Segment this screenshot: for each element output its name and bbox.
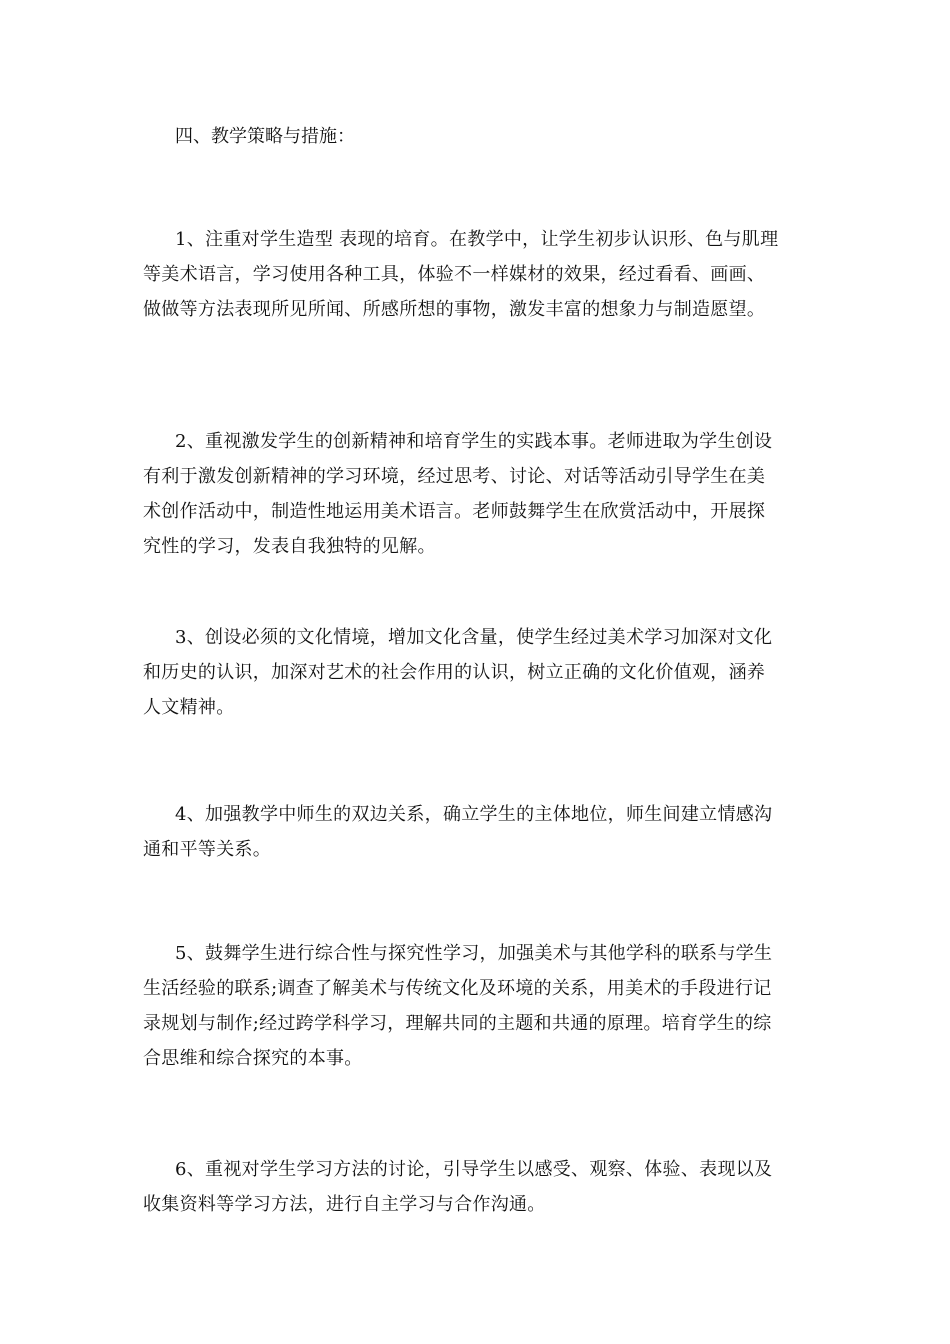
paragraph-line: 合思维和综合探究的本事。 [143, 1048, 363, 1069]
paragraph-line: 6、重视对学生学习方法的讨论，引导学生以感受、观察、体验、表现以及 [175, 1159, 773, 1180]
paragraph-line: 术创作活动中，制造性地运用美术语言。老师鼓舞学生在欣赏活动中，开展探 [143, 501, 766, 522]
paragraph-1 [143, 222, 813, 327]
paragraph-line: 究性的学习，发表自我独特的见解。 [143, 536, 436, 557]
paragraph-line: 3、创设必须的文化情境，增加文化含量，使学生经过美术学习加深对文化 [175, 627, 773, 648]
paragraph-line: 有利于激发创新精神的学习环境，经过思考、讨论、对话等活动引导学生在美 [143, 466, 766, 487]
paragraph-line: 等美术语言，学习使用各种工具，体验不一样媒材的效果，经过看看、画画、 [143, 264, 766, 285]
paragraph-line: 和历史的认识，加深对艺术的社会作用的认识，树立正确的文化价值观，涵养 [143, 662, 766, 683]
paragraph-line: 4、加强教学中师生的双边关系，确立学生的主体地位，师生间建立情感沟 [175, 804, 773, 825]
paragraph-line: 收集资料等学习方法，进行自主学习与合作沟通。 [143, 1194, 546, 1215]
section-heading: 四、教学策略与措施： [175, 126, 355, 147]
paragraph-4 [143, 797, 813, 867]
paragraph-6 [143, 1152, 813, 1222]
paragraph-line: 2、重视激发学生的创新精神和培育学生的实践本事。老师进取为学生创设 [175, 431, 773, 452]
paragraph-5 [143, 936, 813, 1076]
paragraph-line: 做做等方法表现所见所闻、所感所想的事物，激发丰富的想象力与制造愿望。 [143, 299, 766, 320]
paragraph-line: 生活经验的联系;调查了解美术与传统文化及环境的关系，用美术的手段进行记 [143, 978, 772, 999]
paragraph-line: 5、鼓舞学生进行综合性与探究性学习，加强美术与其他学科的联系与学生 [175, 943, 773, 964]
paragraph-line: 1、注重对学生造型 表现的培育。在教学中，让学生初步认识形、色与肌理 [175, 229, 779, 250]
paragraph-2 [143, 424, 813, 564]
paragraph-3 [143, 620, 813, 725]
paragraph-line: 录规划与制作;经过跨学科学习，理解共同的主题和共通的原理。培育学生的综 [143, 1013, 772, 1034]
paragraph-line: 人文精神。 [143, 697, 235, 718]
paragraph-line: 通和平等关系。 [143, 839, 272, 860]
